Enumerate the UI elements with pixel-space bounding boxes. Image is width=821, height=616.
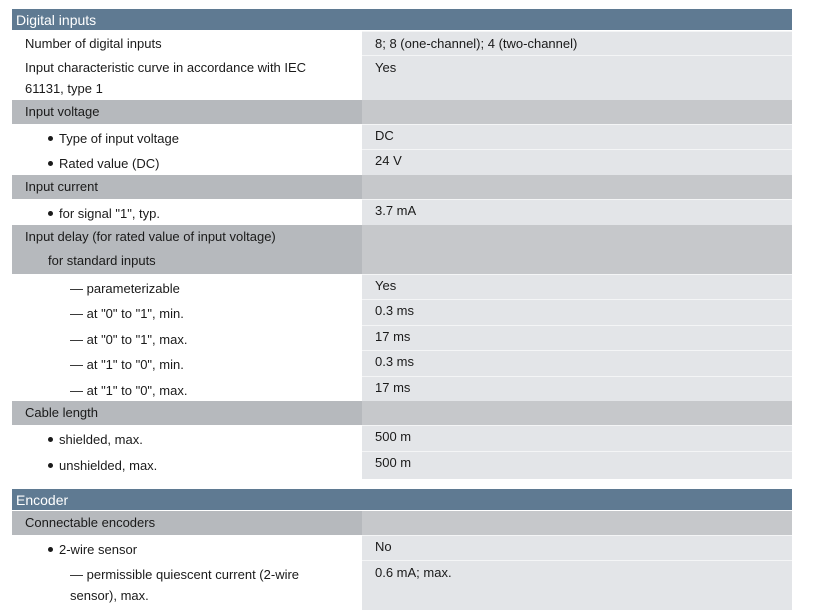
spec-row — [12, 199, 792, 225]
spec-value: Yes — [375, 60, 397, 75]
group-row-standard-inputs — [12, 249, 792, 274]
group-label: Input delay (for rated value of input voltage) — [25, 229, 276, 244]
group-label: Input voltage — [25, 104, 100, 119]
spec-label: — permissible quiescent current (2-wire sensor), max. — [70, 567, 300, 603]
spec-row — [12, 299, 792, 325]
spec-label: — at "1" to "0", max. — [70, 383, 188, 398]
section-header-encoder — [12, 489, 792, 510]
group-row-input-current — [12, 175, 792, 199]
spec-row — [12, 535, 792, 560]
spec-label: Number of digital inputs — [25, 36, 162, 51]
spec-label: — at "1" to "0", min. — [70, 357, 184, 372]
spec-value: 17 ms — [375, 329, 411, 344]
spec-row — [12, 325, 792, 350]
spec-value: 0.6 mA; max. — [375, 565, 452, 580]
group-label: for standard inputs — [48, 253, 156, 268]
bullet-icon — [48, 437, 53, 442]
bullet-icon — [48, 547, 53, 552]
spec-value: 0.3 ms — [375, 354, 415, 369]
group-label: Input current — [25, 179, 98, 194]
spec-label: Type of input voltage — [48, 128, 348, 149]
spec-value: DC — [375, 128, 394, 143]
spec-value: 500 m — [375, 455, 412, 470]
spec-label: Input characteristic curve in accordance with IEC 61131, type 1 — [25, 60, 307, 96]
spec-value: No — [375, 539, 392, 554]
spec-row — [12, 274, 792, 299]
section-header-digital-inputs — [12, 9, 792, 30]
spec-label: — parameterizable — [70, 281, 180, 296]
bullet-icon — [48, 211, 53, 216]
spec-value: 0.3 ms — [375, 303, 415, 318]
group-row-cable-length — [12, 401, 792, 425]
spec-value: 3.7 mA — [375, 203, 417, 218]
spec-label: — at "0" to "1", min. — [70, 306, 184, 321]
spec-value: 8; 8 (one-channel); 4 (two-channel) — [375, 36, 578, 51]
spec-row — [12, 124, 792, 149]
spec-label: Rated value (DC) — [48, 153, 348, 174]
group-row-input-delay — [12, 225, 792, 249]
group-label: Cable length — [25, 405, 98, 420]
spec-row — [12, 31, 792, 55]
group-row-input-voltage — [12, 100, 792, 124]
spec-label: unshielded, max. — [48, 455, 348, 476]
spec-value: 24 V — [375, 153, 402, 168]
bullet-icon — [48, 136, 53, 141]
bullet-icon — [48, 463, 53, 468]
spec-row — [12, 425, 792, 451]
spec-value: 500 m — [375, 429, 412, 444]
spec-label: shielded, max. — [48, 429, 348, 450]
spec-row — [12, 55, 792, 100]
spec-value: Yes — [375, 278, 397, 293]
spec-row — [12, 350, 792, 376]
spec-label: 2-wire sensor — [48, 539, 348, 560]
group-label: Connectable encoders — [25, 515, 156, 530]
spec-row — [12, 376, 792, 401]
spec-label: — at "0" to "1", max. — [70, 332, 188, 347]
spec-row — [12, 149, 792, 175]
spec-value: 17 ms — [375, 380, 411, 395]
section-title: Digital inputs — [16, 12, 97, 28]
group-row-connectable-encoders — [12, 511, 792, 535]
spec-row — [12, 560, 792, 610]
spec-label: for signal "1", typ. — [48, 203, 348, 224]
bullet-icon — [48, 161, 53, 166]
spec-row — [12, 451, 792, 479]
section-title: Encoder — [16, 492, 69, 508]
